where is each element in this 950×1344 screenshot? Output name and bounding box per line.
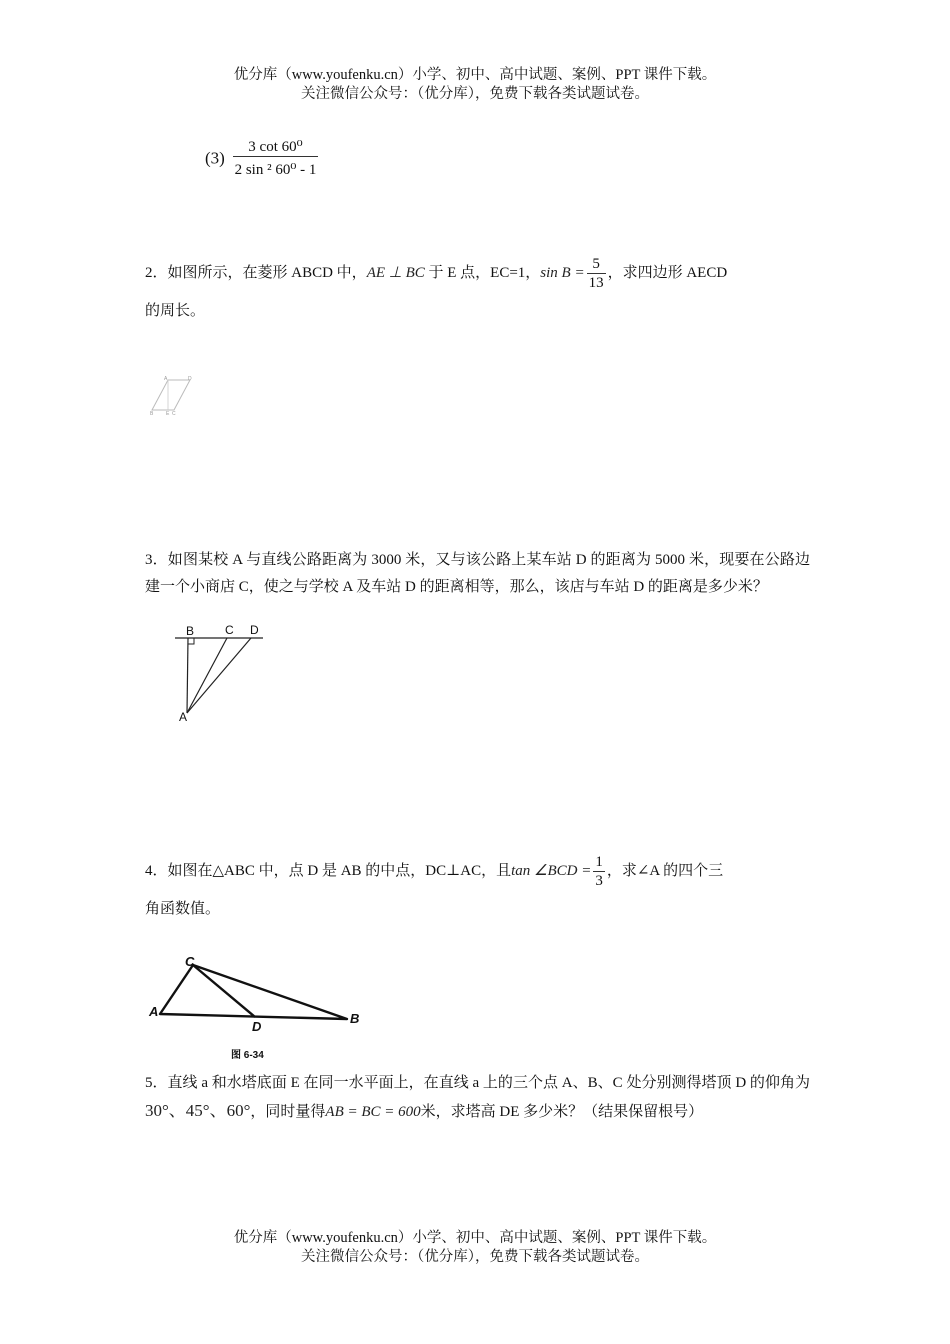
triangle-abc <box>160 965 347 1019</box>
q2-line2: 的周长。 <box>145 303 206 319</box>
q4-tan-label: tan ∠BCD = <box>511 862 592 879</box>
header-line-2: 关注微信公众号：（优分库），免费下载各类试题试卷。 <box>301 86 649 102</box>
footer-line-2: 关注微信公众号：（优分库），免费下载各类试题试卷。 <box>301 1249 649 1265</box>
fraction-numerator: 3 cot 60⁰ <box>233 138 319 157</box>
q2-sin-fraction <box>587 255 606 292</box>
label-b: B <box>350 1011 360 1026</box>
q4-line2: 角函数值。 <box>145 901 221 917</box>
segment-cd <box>193 965 255 1017</box>
label-c: C <box>185 954 195 969</box>
q2-tail: ，求四边形 AECD <box>607 264 728 281</box>
q2-frac-num: 5 <box>587 255 606 274</box>
q4-lead: 4．如图在△ABC 中，点 D 是 AB 的中点，DC⊥AC，且 <box>145 862 512 879</box>
q2-lead: 2．如图所示，在菱形 ABCD 中， <box>145 264 367 281</box>
q2-perp-condition: AE ⊥ BC <box>366 264 425 281</box>
q2-sin-label: sin B = <box>540 264 585 281</box>
q5-tail: 米，求塔高 DE 多少米？（结果保留根号） <box>420 1104 704 1120</box>
footer-line-1: 优分库（www.youfenku.cn）小学、初中、高中试题、案例、PPT 课件下载。 <box>233 1230 717 1246</box>
q3-text: 3．如图某校 A 与直线公路距离为 3000 米，又与该公路上某车站 D 的距离为 5000 米，现要在公路边建一个小商店 C，使之与学校 A 及车站 D 的距离相等，那么，该店与车站 D 的距离是多少米？ <box>145 552 810 595</box>
right-angle-mark <box>188 638 194 644</box>
q2-frac-den: 13 <box>588 275 604 291</box>
figure-caption: 图 6-34 <box>231 1050 264 1061</box>
label-c: C <box>225 623 234 637</box>
q5-lead: 5．直线 a 和水塔底面 E 在同一水平面上，在直线 a 上的三个点 A、B、C 处分别测得塔顶 D 的仰角为 <box>145 1075 810 1091</box>
q2-mid: 于 E 点，EC=1， <box>424 264 541 281</box>
label-e: E <box>166 411 170 416</box>
rhombus-figure <box>148 374 198 416</box>
fraction-denominator: 2 sin ² 60⁰ - 1 <box>234 162 317 178</box>
part-label: (3) <box>205 148 225 168</box>
cot-fraction <box>233 138 319 179</box>
page-header <box>0 66 950 104</box>
question-1-part-3 <box>205 138 320 179</box>
question-3 <box>145 547 810 601</box>
q4-tan-fraction <box>593 853 605 890</box>
label-b: B <box>186 624 195 638</box>
segment-ac <box>187 638 227 713</box>
road-figure <box>170 620 270 724</box>
segment-ad <box>187 638 251 713</box>
q4-frac-den: 3 <box>595 873 603 889</box>
label-c: C <box>172 411 176 416</box>
label-a: A <box>164 376 168 382</box>
label-a: A <box>149 1004 159 1019</box>
label-a: A <box>179 710 188 724</box>
question-5 <box>145 1070 810 1126</box>
q4-tail: ，求∠A 的四个三 <box>606 862 724 879</box>
rhombus-shape <box>152 380 190 410</box>
q5-mid: ，同时量得 <box>250 1104 326 1120</box>
triangle-figure <box>145 950 370 1065</box>
question-4-line-2 <box>145 896 810 923</box>
question-2 <box>145 255 810 292</box>
segment-ab <box>187 638 188 713</box>
header-line-1: 优分库（www.youfenku.cn）小学、初中、高中试题、案例、PPT 课件下载。 <box>233 67 717 83</box>
label-d: D <box>188 376 192 382</box>
page-footer <box>0 1229 950 1267</box>
question-2-line-2 <box>145 298 810 325</box>
label-b: B <box>150 411 154 416</box>
question-4 <box>145 853 810 890</box>
label-d: D <box>252 1019 262 1034</box>
q5-equation: AB = BC = 600 <box>325 1104 421 1120</box>
label-d: D <box>250 623 259 637</box>
q4-frac-num: 1 <box>595 854 603 870</box>
q5-angles: 30°、45°、60° <box>145 1101 251 1120</box>
